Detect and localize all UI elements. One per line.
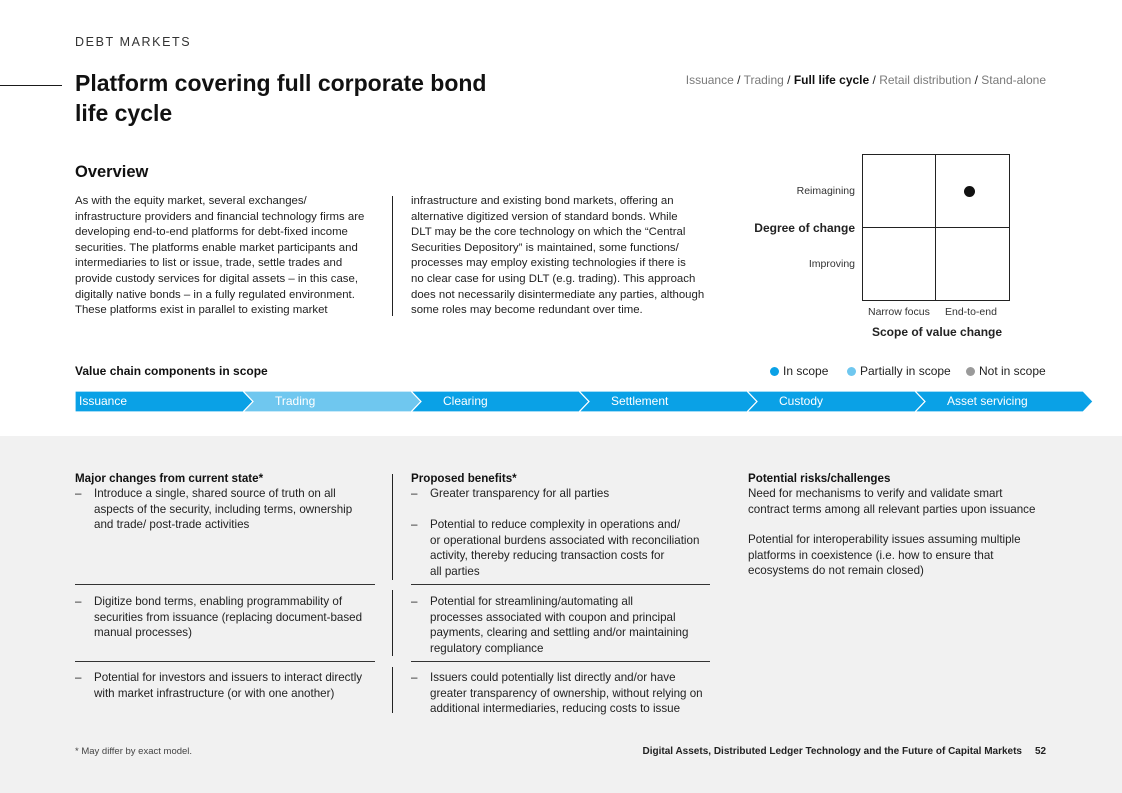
overview-heading: Overview — [75, 163, 149, 181]
value-chain-step — [579, 391, 757, 412]
matrix-x-right-label: End-to-end — [945, 306, 997, 318]
chevron-shape — [411, 391, 589, 412]
category-separator: / — [783, 73, 794, 87]
matrix-y-bottom-label: Improving — [808, 258, 855, 270]
category-breadcrumb — [686, 73, 1046, 87]
text-line: Potential for interoperability issues assuming multiple — [748, 533, 1021, 546]
value-chain-step-label: Custody — [779, 394, 824, 408]
category-item: Full life cycle — [793, 73, 870, 87]
category-separator: / — [733, 73, 744, 87]
category-separator: / — [971, 73, 982, 87]
legend-dot-icon — [770, 367, 779, 376]
column-divider — [392, 667, 393, 713]
matrix-x-left-label: Narrow focus — [868, 306, 930, 318]
benefits-heading: Proposed benefits* — [411, 472, 517, 485]
text-line: Introduce a single, shared source of truth on all — [94, 487, 336, 500]
text-line: Digitize bond terms, enabling programmability of — [94, 595, 343, 608]
bullet-dash: – — [411, 518, 418, 531]
value-chain-step — [915, 391, 1093, 412]
text-line: activity, thereby reducing transaction costs for — [430, 549, 665, 563]
text-line: Securities Depository” is maintained, some functions/ — [411, 241, 679, 254]
value-chain-step-label: Issuance — [79, 394, 128, 408]
category-item: Retail distribution — [879, 73, 972, 87]
text-line: no clear case for using DLT (e.g. trading). This approach — [411, 272, 696, 285]
category-item: Trading — [743, 73, 784, 87]
text-line: processes may employ existing technologies if there is — [411, 257, 686, 270]
column-divider — [392, 196, 393, 316]
value-chain-step — [747, 391, 925, 412]
value-chain-step-label: Settlement — [611, 394, 669, 408]
row-divider — [75, 584, 375, 585]
chevron-fill — [243, 391, 421, 412]
matrix-y-top-label: Reimagining — [796, 185, 855, 197]
text-line: securities. The platforms enable market participants and — [75, 241, 358, 254]
risks-heading: Potential risks/challenges — [748, 472, 891, 485]
text-line: intermediaries to list or issue, trade, settle trades and — [75, 257, 343, 270]
legend-label: In scope — [783, 364, 829, 378]
text-line: greater transparency of ownership, without relying on — [430, 686, 703, 700]
matrix-y-axis-label: Degree of change — [754, 221, 855, 235]
text-line: contract terms among all relevant parties upon issuance — [748, 502, 1036, 516]
section-label: DEBT MARKETS — [75, 35, 192, 49]
page-number: 52 — [1035, 746, 1047, 757]
text-line: some roles may become redundant over time. — [411, 304, 643, 317]
legend-not-in-scope — [966, 364, 1046, 378]
value-chain-heading: Value chain components in scope — [75, 364, 268, 378]
risk-paragraph — [748, 486, 1058, 517]
category-item: Issuance — [685, 73, 734, 87]
value-chain-step-label: Clearing — [443, 394, 488, 408]
text-line: all parties — [430, 564, 480, 578]
overview-column-2 — [411, 194, 716, 319]
text-line: infrastructure providers and financial technology firms are — [75, 210, 365, 223]
benefit-item-text — [430, 594, 688, 656]
text-line: DLT may be the core technology on which the “Central — [411, 226, 686, 239]
bullet-dash: – — [411, 487, 418, 500]
benefit-item-text — [430, 517, 699, 579]
benefit-item-text — [430, 486, 609, 502]
title-rule — [0, 85, 62, 86]
column-divider — [392, 474, 393, 580]
bullet-dash: – — [411, 671, 418, 684]
legend-partially-in-scope — [847, 364, 951, 378]
page-title-line: Platform covering full corporate bond — [75, 70, 487, 96]
column-divider — [392, 590, 393, 656]
overview-column-1 — [75, 194, 377, 319]
text-line: or operational burdens associated with reconciliation — [430, 533, 700, 547]
text-line: securities from issuance (replacing document-based — [94, 610, 363, 624]
bullet-dash: – — [411, 595, 418, 608]
legend-label: Partially in scope — [860, 364, 951, 378]
text-line: does not necessarily disintermediate any parties, although — [411, 288, 705, 301]
footer-report-title: Digital Assets, Distributed Ledger Technology and the Future of Capital Markets — [642, 746, 1022, 757]
chevron-shape — [243, 391, 421, 412]
text-line: These platforms exist in parallel to existing market — [75, 304, 328, 317]
chevron-fill — [411, 391, 589, 412]
text-line: with market infrastructure (or with one another) — [94, 686, 335, 700]
text-line: platforms in coexistence (i.e. how to ensure that — [748, 548, 994, 562]
value-chain-step-label: Trading — [275, 394, 316, 408]
change-item-text — [94, 594, 362, 641]
text-line: As with the equity market, several exchanges/ — [75, 195, 307, 207]
change-item-text — [94, 670, 362, 701]
text-line: payments, clearing and settling and/or maintaining — [430, 626, 689, 640]
text-line: Potential for investors and issuers to interact directly — [94, 671, 363, 684]
bullet-dash: – — [75, 487, 82, 500]
legend-label: Not in scope — [979, 364, 1046, 378]
text-line: regulatory compliance — [430, 641, 544, 655]
matrix-position-marker — [964, 186, 975, 197]
category-item: Stand-alone — [981, 73, 1046, 87]
value-chain-step — [75, 391, 253, 412]
text-line: alternative digitized version of standard bonds. While — [411, 210, 678, 223]
text-line: infrastructure and existing bond markets, offering an — [411, 195, 674, 207]
benefit-item-text — [430, 670, 703, 717]
matrix-x-axis-label: Scope of value change — [872, 325, 1003, 339]
chevron-shape — [747, 391, 925, 412]
change-item-text — [94, 486, 352, 533]
text-line: additional intermediaries, reducing costs to issue — [430, 702, 681, 716]
legend-dot-icon — [847, 367, 856, 376]
category-separator: / — [869, 73, 880, 87]
value-chain-step — [243, 391, 421, 412]
row-divider — [75, 661, 375, 662]
text-line: developing end-to-end platforms for debt-fixed income — [75, 226, 348, 239]
text-line: processes associated with coupon and principal — [430, 610, 676, 624]
footnote: * May differ by exact model. — [75, 746, 193, 757]
changes-heading: Major changes from current state* — [75, 472, 264, 485]
page-title-line: life cycle — [75, 100, 173, 126]
bullet-dash: – — [75, 671, 82, 684]
text-line: Issuers could potentially list directly and/or have — [430, 671, 676, 684]
legend-in-scope — [770, 364, 828, 378]
risk-paragraph — [748, 532, 1058, 579]
value-chain-step-label: Asset servicing — [947, 394, 1028, 408]
text-line: aspects of the security, including terms, ownership — [94, 502, 353, 516]
text-line: and trade/ post-trade activities — [94, 518, 250, 532]
text-line: digitally native bonds – in a fully regulated environment. — [75, 288, 355, 301]
matrix-divider-horizontal — [862, 227, 1010, 228]
chevron-fill — [747, 391, 925, 412]
value-chain-step — [411, 391, 589, 412]
bullet-dash: – — [75, 595, 82, 608]
row-divider — [411, 661, 710, 662]
text-line: manual processes) — [94, 626, 192, 640]
text-line: provide custody services for digital assets – in this case, — [75, 272, 358, 285]
row-divider — [411, 584, 710, 585]
text-line: Need for mechanisms to verify and validate smart — [748, 487, 1003, 500]
text-line: Potential for streamlining/automating all — [430, 595, 633, 608]
page-title — [75, 68, 545, 128]
text-line: Greater transparency for all parties — [430, 487, 610, 500]
text-line: ecosystems do not remain closed) — [748, 564, 924, 578]
legend-dot-icon — [966, 367, 975, 376]
text-line: Potential to reduce complexity in operations and/ — [430, 518, 681, 531]
